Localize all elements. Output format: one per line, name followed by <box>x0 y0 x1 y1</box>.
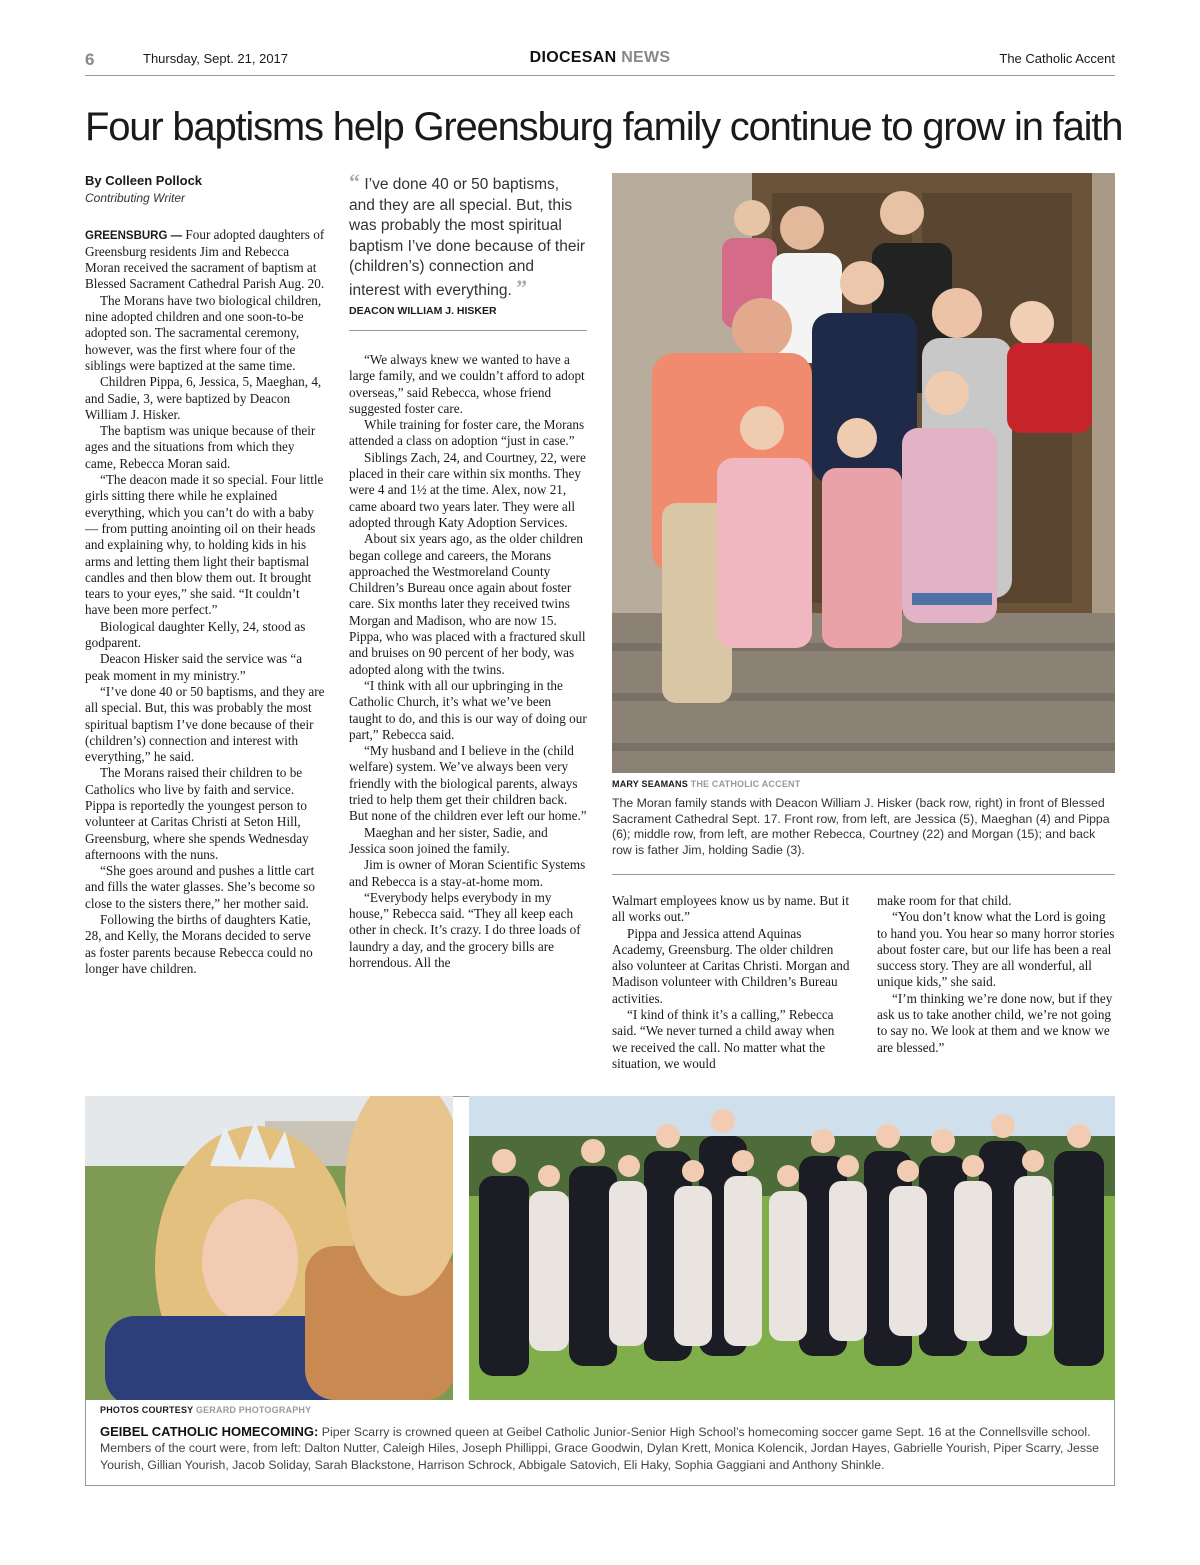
crowning-photo-illustration <box>85 1096 453 1400</box>
photo-caption: The Moran family stands with Deacon William J. Hisker (back row, right) in front of Blessed Sacrament Cathedral Sept. 17. Front row, from left, are Jessica (5), Maeghan (4) and Pippa (6); middle row, from left, are mother Rebecca, Courtney (22) and Morgan (15); and back row is father Jim, holding Sadie (3). <box>612 796 1110 857</box>
article-paragraph: Children Pippa, 6, Jessica, 5, Maeghan, 4, and Sadie, 3, were baptized by Deacon William J. Hisker. <box>85 374 322 422</box>
article-paragraph: Siblings Zach, 24, and Courtney, 22, were placed in their care within six months. They were 4 and 1½ at the time. Alex, now 21, came aboard two years later. They were all adopted through Katy Adoption Services. <box>349 449 586 530</box>
photo-credit-name: MARY SEAMANS <box>612 779 688 789</box>
article-paragraph: “We always knew we wanted to have a large family, and we couldn’t afford to adopt overseas,” said Rebecca, whose friend suggested foster care. <box>349 352 585 416</box>
article-paragraph: GREENSBURG — Four adopted daughters of Greensburg residents Jim and Rebecca Moran received the sacrament of baptism at Blessed Sacrament Cathedral Parish Aug. 20. <box>85 226 325 292</box>
article-paragraph: The baptism was unique because of their ages and the situations from which they came, Rebecca Moran said. <box>85 423 316 471</box>
article-column-4 <box>877 893 1117 1056</box>
family-photo <box>612 173 1115 773</box>
homecoming-court-illustration <box>469 1096 1115 1400</box>
homecoming-court-photo <box>469 1096 1115 1400</box>
article-column-2 <box>349 352 587 971</box>
homecoming-credit-name: PHOTOS COURTESY <box>100 1405 194 1415</box>
article-paragraph: While training for foster care, the Morans attended a class on adoption “just in case.” <box>349 417 585 449</box>
byline-author: By Colleen Pollock <box>85 173 203 188</box>
article-paragraph: “Everybody helps everybody in my house,” Rebecca said. “They all keep each other in check. It’s crazy. I do three loads of laundry a day, and the grocery bills are horrendous. All the <box>349 889 581 970</box>
homecoming-credit-org: GERARD PHOTOGRAPHY <box>195 1405 312 1415</box>
article-paragraph: The Morans have two biological children, nine adopted children and one soon-to-be adopted son. The sacramental ceremony, however, was the first where four of the siblings were baptized at the same time. <box>85 292 322 373</box>
article-paragraph: Pippa and Jessica attend Aquinas Academy, Greensburg. The older children also volunteer at Caritas Christi. Morgan and Madison volunteer with Children’s Bureau activities. <box>612 925 850 1006</box>
article-paragraph: “I think with all our upbringing in the Catholic Church, it’s what we’ve been taught to do, and this is our way of doing our part,” Rebecca said. <box>349 677 587 742</box>
pull-quote <box>349 169 587 302</box>
article-paragraph: “The deacon made it so special. Four little girls sitting there while he explained everything, which you can’t do with a baby — from putting anointing oil on their heads and explaining why, to holding kids in his arms and letting them light their baptismal candles and then blow them out. It brought tears to your eyes,” she said. “It couldn’t have been more perfect.” <box>85 472 324 618</box>
article-paragraph: “I’ve done 40 or 50 baptisms, and they are all special. But, this was probably the most spiritual baptism I’ve done because of their (children’s) connection and interest with everything,” he said. <box>85 683 325 765</box>
publication-name: The Catholic Accent <box>999 51 1115 66</box>
article-paragraph: The Morans raised their children to be Catholics who live by faith and service. Pippa is reportedly the youngest person to volunteer at Caritas Christi at Seton Hill, Greensburg, where she spends Wednesday afternoons with the nuns. <box>85 765 309 862</box>
headline: Four baptisms help Greensburg family continue to grow in faith <box>85 105 1123 149</box>
article-paragraph: “I kind of think it’s a calling,” Rebecca said. “We never turned a child away when we received the call. No matter what the situation, we would <box>612 1007 835 1071</box>
divider <box>349 330 587 331</box>
article-paragraph: “My husband and I believe in the (child welfare) system. We’ve always been very friendly with the biological parents, always tried to help them get their children back. But none of the children ever left our home.” <box>349 743 587 824</box>
issue-date: Thursday, Sept. 21, 2017 <box>143 51 289 66</box>
section-name-secondary: NEWS <box>621 49 671 66</box>
article-paragraph: Following the births of daughters Katie, 28, and Kelly, the Morans decided to serve as foster parents because Rebecca could no longer have children. <box>85 912 313 976</box>
byline-role: Contributing Writer <box>85 191 186 206</box>
page-header <box>85 46 1115 76</box>
article-paragraph: “You don’t know what the Lord is going to hand you. You hear so many horror stories about foster care, but our life has been a real success story. They are all wonderful, all unique kids,” she said. <box>877 909 1115 990</box>
family-photo-illustration <box>612 173 1115 773</box>
close-quote-mark: ” <box>516 274 528 300</box>
article-column-3 <box>612 893 852 1072</box>
homecoming-caption-lead: GEIBEL CATHOLIC HOMECOMING: <box>100 1424 319 1439</box>
article-column-1 <box>85 173 325 977</box>
article-paragraph: Deacon Hisker said the service was “a peak moment in my ministry.” <box>85 651 303 683</box>
page-number: 6 <box>85 50 95 69</box>
article-paragraph: make room for that child. <box>877 893 1012 908</box>
article-paragraph: About six years ago, as the older children began college and careers, the Morans approached the Westmoreland County Children’s Bureau once again about foster care. Six months later they received twins Morgan and Madison, who are now 15. Pippa, who was placed with a fractured skull and bruises on 90 percent of her body, was adopted along with the twins. <box>349 531 586 677</box>
photo-credit-org: THE CATHOLIC ACCENT <box>690 779 801 789</box>
article-paragraph: “She goes around and pushes a little cart and fills the water glasses. She’s become so close to the sisters there,” her mother said. <box>85 863 315 911</box>
section-name <box>85 49 1115 67</box>
dateline: GREENSBURG — <box>85 229 183 242</box>
homecoming-caption-text: Piper Scarry is crowned queen at Geibel Catholic Junior-Senior High School’s homecoming soccer game Sept. 16 at the Connellsville school. Members of the court were, from left: Dalton Nutter, Caleigh Hiles, Joseph Phillippi, Grace Goodwin, Dylan Krett, Monica Kolencik, Jordan Hayes, Gabrielle Yourish, Piper Scarry, Jesse Yourish, Gillian Yourish, Jacob Soliday, Sarah Blackstone, Harrison Schrock, Abbigale Satovich, Eli Haky, Sophia Gaggiani and Anthony Shinkle. <box>100 1425 1099 1472</box>
section-name-primary: DIOCESAN <box>529 49 617 66</box>
article-paragraph: Maeghan and her sister, Sadie, and Jessica soon joined the family. <box>349 824 548 856</box>
article-paragraph: Biological daughter Kelly, 24, stood as godparent. <box>85 618 306 651</box>
open-quote-mark: “ <box>349 169 360 194</box>
homecoming-photo-credit <box>100 1405 311 1415</box>
divider <box>612 874 1115 875</box>
crowning-photo <box>85 1096 453 1400</box>
article-paragraph: “I’m thinking we’re done now, but if they ask us to take another child, we’re not going to say no. We look at them and we know we are blessed.” <box>877 990 1113 1055</box>
article-paragraph: Jim is owner of Moran Scientific Systems and Rebecca is a stay-at-home mom. <box>349 857 586 889</box>
homecoming-caption <box>100 1424 1100 1473</box>
pull-quote-attribution: DEACON WILLIAM J. HISKER <box>349 305 497 317</box>
pull-quote-text: I’ve done 40 or 50 baptisms, and they are all special. But, this was probably the most spiritual baptism I’ve done because of their (children’s) connection and interest with everything. <box>349 176 586 299</box>
article-paragraph: Walmart employees know us by name. But it all works out.” <box>612 893 850 925</box>
photo-credit <box>612 779 800 789</box>
